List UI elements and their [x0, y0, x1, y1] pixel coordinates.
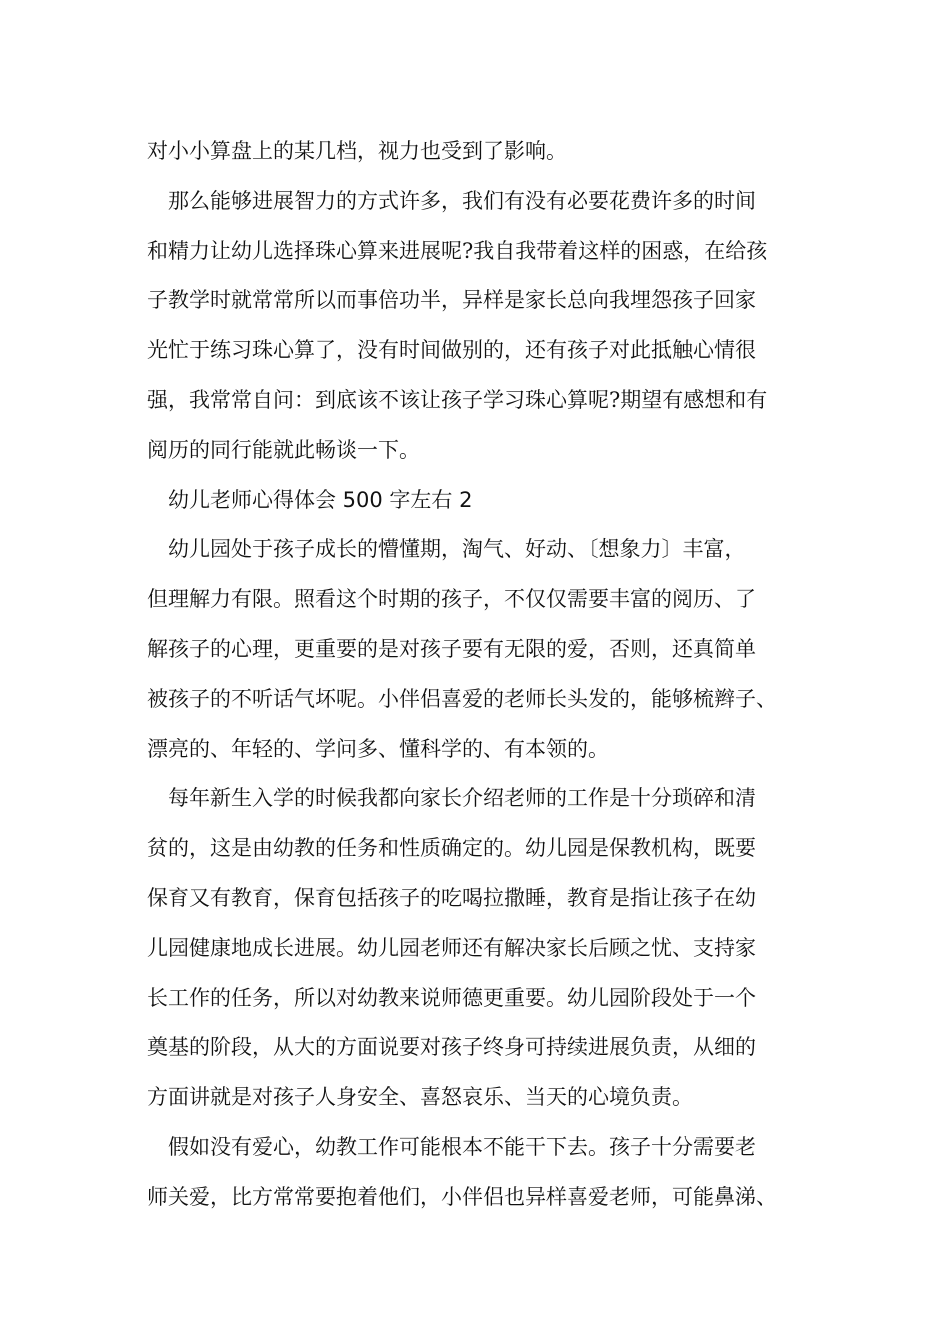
text-line: 师关爱，比方常常要抱着他们，小伴侣也异样喜爱老师，可能鼻涕、: [147, 1184, 777, 1209]
text-line: 漂亮的、年轻的、学问多、懂科学的、有本领的。: [147, 736, 609, 761]
text-line: 奠基的阶段，从大的方面说要对孩子终身可持续进展负责，从细的: [147, 1035, 756, 1060]
text-line: 子教学时就常常所以而事倍功半，异样是家长总向我埋怨孩子回家: [147, 288, 756, 313]
text-line: 保育又有教育，保育包括孩子的吃喝拉撒睡，教育是指让孩子在幼: [147, 885, 756, 910]
text-line: 阅历的同行能就此畅谈一下。: [147, 437, 420, 462]
document-body: [147, 127, 837, 1223]
text-line: 幼儿园处于孩子成长的懵懂期，淘气、好动、〔想象力〕丰富，: [168, 537, 746, 562]
text-line: 解孩子的心理，更重要的是对孩子要有无限的爱，否则，还真简单: [147, 636, 756, 661]
text-line: 被孩子的不听话气坏呢。小伴侣喜爱的老师长头发的，能够梳辫子、: [147, 686, 777, 711]
text-line: 每年新生入学的时候我都向家长介绍老师的工作是十分琐碎和清: [168, 786, 756, 811]
text-line: 光忙于练习珠心算了，没有时间做别的，还有孩子对此抵触心情很: [147, 338, 756, 363]
text-line: 那么能够进展智力的方式许多，我们有没有必要花费许多的时间: [168, 188, 756, 213]
text-line: 方面讲就是对孩子人身安全、喜怒哀乐、当天的心境负责。: [147, 1085, 693, 1110]
text-line: 长工作的任务，所以对幼教来说师德更重要。幼儿园阶段处于一个: [147, 985, 756, 1010]
text-line: 和精力让幼儿选择珠心算来进展呢?我自我带着这样的困惑，在给孩: [147, 238, 768, 263]
text-line: 贫的，这是由幼教的任务和性质确定的。幼儿园是保教机构，既要: [147, 836, 756, 861]
section-heading: 幼儿老师心得体会 500 字左右 2: [168, 487, 473, 512]
text-line: 但理解力有限。照看这个时期的孩子，不仅仅需要丰富的阅历、了: [147, 587, 756, 612]
text-line: 假如没有爱心，幼教工作可能根本不能干下去。孩子十分需要老: [168, 1134, 756, 1159]
text-line: 对小小算盘上的某几档，视力也受到了影响。: [147, 139, 567, 163]
text-line: 儿园健康地成长进展。幼儿园老师还有解决家长后顾之忧、支持家: [147, 935, 756, 960]
text-line: 强，我常常自问：到底该不该让孩子学习珠心算呢?期望有感想和有: [147, 387, 768, 412]
